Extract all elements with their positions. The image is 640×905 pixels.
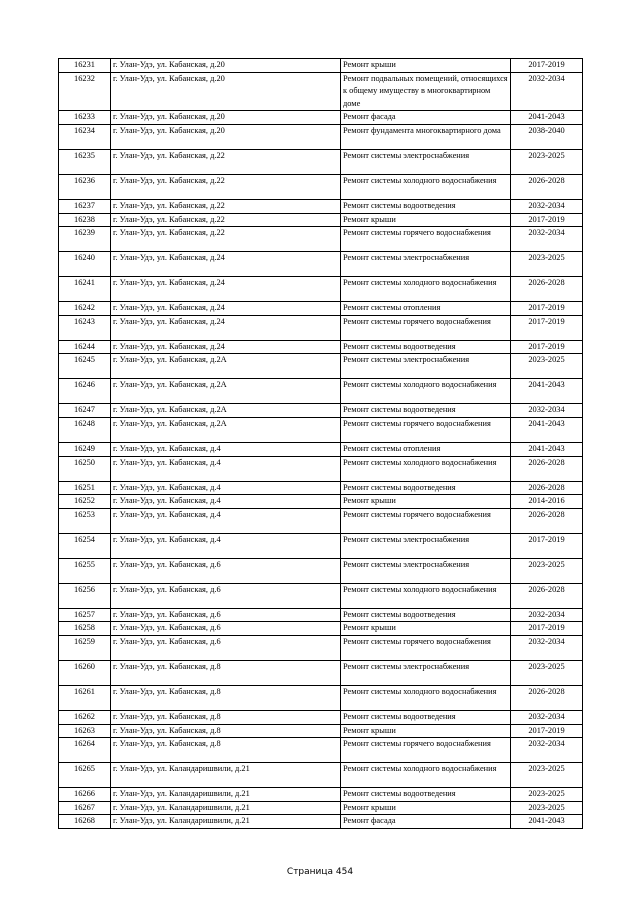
period-cell: 2026-2028 <box>511 508 583 533</box>
row-number: 16252 <box>59 495 111 509</box>
work-type-cell: Ремонт системы холодного водоснабжения <box>341 685 511 710</box>
table-row <box>59 533 583 558</box>
address-cell: г. Улан-Удэ, ул. Кабанская, д.20 <box>111 72 341 111</box>
address-cell: г. Улан-Удэ, ул. Кабанская, д.24 <box>111 252 341 277</box>
period-cell: 2017-2019 <box>511 59 583 73</box>
work-type-cell: Ремонт системы электроснабжения <box>341 149 511 174</box>
period-cell: 2032-2034 <box>511 608 583 622</box>
period-cell: 2017-2019 <box>511 302 583 316</box>
address-cell: г. Улан-Удэ, ул. Кабанская, д.8 <box>111 738 341 763</box>
address-cell: г. Улан-Удэ, ул. Кабанская, д.8 <box>111 685 341 710</box>
work-type-cell: Ремонт системы холодного водоснабжения <box>341 277 511 302</box>
address-cell: г. Улан-Удэ, ул. Кабанская, д.8 <box>111 660 341 685</box>
row-number: 16265 <box>59 763 111 788</box>
address-cell: г. Улан-Удэ, ул. Каландаришвили, д.21 <box>111 788 341 802</box>
table-row <box>59 417 583 442</box>
period-cell: 2023-2025 <box>511 763 583 788</box>
period-cell: 2038-2040 <box>511 124 583 149</box>
work-type-cell: Ремонт фасада <box>341 815 511 829</box>
period-cell: 2023-2025 <box>511 149 583 174</box>
address-cell: г. Улан-Удэ, ул. Кабанская, д.8 <box>111 724 341 738</box>
row-number: 16264 <box>59 738 111 763</box>
period-cell: 2041-2043 <box>511 417 583 442</box>
table-row <box>59 59 583 73</box>
row-number: 16249 <box>59 442 111 456</box>
table-row <box>59 213 583 227</box>
address-cell: г. Улан-Удэ, ул. Кабанская, д.2А <box>111 379 341 404</box>
row-number: 16253 <box>59 508 111 533</box>
table-row <box>59 738 583 763</box>
row-number: 16232 <box>59 72 111 111</box>
work-type-cell: Ремонт крыши <box>341 213 511 227</box>
table-row <box>59 340 583 354</box>
period-cell: 2041-2043 <box>511 815 583 829</box>
period-cell: 2014-2016 <box>511 495 583 509</box>
row-number: 16247 <box>59 404 111 418</box>
table-body <box>59 59 583 829</box>
work-type-cell: Ремонт системы горячего водоснабжения <box>341 508 511 533</box>
period-cell: 2026-2028 <box>511 481 583 495</box>
row-number: 16244 <box>59 340 111 354</box>
period-cell: 2023-2025 <box>511 788 583 802</box>
row-number: 16237 <box>59 199 111 213</box>
table-row <box>59 252 583 277</box>
period-cell: 2017-2019 <box>511 622 583 636</box>
address-cell: г. Улан-Удэ, ул. Кабанская, д.6 <box>111 635 341 660</box>
work-type-cell: Ремонт системы горячего водоснабжения <box>341 635 511 660</box>
work-type-cell: Ремонт системы водоотведения <box>341 404 511 418</box>
work-type-cell: Ремонт крыши <box>341 622 511 636</box>
row-number: 16260 <box>59 660 111 685</box>
table-row <box>59 710 583 724</box>
row-number: 16235 <box>59 149 111 174</box>
address-cell: г. Улан-Удэ, ул. Кабанская, д.22 <box>111 213 341 227</box>
table-row <box>59 149 583 174</box>
period-cell: 2026-2028 <box>511 583 583 608</box>
table-row <box>59 495 583 509</box>
work-type-cell: Ремонт системы водоотведения <box>341 710 511 724</box>
table-row <box>59 379 583 404</box>
period-cell: 2017-2019 <box>511 340 583 354</box>
address-cell: г. Улан-Удэ, ул. Каландаришвили, д.21 <box>111 763 341 788</box>
table-row <box>59 456 583 481</box>
address-cell: г. Улан-Удэ, ул. Кабанская, д.8 <box>111 710 341 724</box>
period-cell: 2032-2034 <box>511 72 583 111</box>
row-number: 16239 <box>59 227 111 252</box>
work-type-cell: Ремонт системы водоотведения <box>341 199 511 213</box>
work-type-cell: Ремонт системы водоотведения <box>341 608 511 622</box>
work-type-cell: Ремонт системы холодного водоснабжения <box>341 456 511 481</box>
table-row <box>59 508 583 533</box>
address-cell: г. Улан-Удэ, ул. Кабанская, д.4 <box>111 533 341 558</box>
work-type-cell: Ремонт крыши <box>341 59 511 73</box>
table-row <box>59 788 583 802</box>
table-row <box>59 442 583 456</box>
table-row <box>59 315 583 340</box>
address-cell: г. Улан-Удэ, ул. Кабанская, д.4 <box>111 508 341 533</box>
row-number: 16250 <box>59 456 111 481</box>
table-row <box>59 558 583 583</box>
table-row <box>59 481 583 495</box>
period-cell: 2026-2028 <box>511 174 583 199</box>
address-cell: г. Улан-Удэ, ул. Кабанская, д.6 <box>111 608 341 622</box>
row-number: 16234 <box>59 124 111 149</box>
period-cell: 2023-2025 <box>511 252 583 277</box>
row-number: 16268 <box>59 815 111 829</box>
address-cell: г. Улан-Удэ, ул. Кабанская, д.24 <box>111 302 341 316</box>
address-cell: г. Улан-Удэ, ул. Каландаришвили, д.21 <box>111 801 341 815</box>
period-cell: 2032-2034 <box>511 404 583 418</box>
row-number: 16242 <box>59 302 111 316</box>
period-cell: 2023-2025 <box>511 558 583 583</box>
row-number: 16266 <box>59 788 111 802</box>
table-row <box>59 660 583 685</box>
row-number: 16233 <box>59 111 111 125</box>
address-cell: г. Улан-Удэ, ул. Кабанская, д.24 <box>111 340 341 354</box>
address-cell: г. Улан-Удэ, ул. Кабанская, д.20 <box>111 59 341 73</box>
period-cell: 2032-2034 <box>511 199 583 213</box>
work-type-cell: Ремонт системы горячего водоснабжения <box>341 315 511 340</box>
address-cell: г. Улан-Удэ, ул. Кабанская, д.22 <box>111 199 341 213</box>
row-number: 16231 <box>59 59 111 73</box>
row-number: 16254 <box>59 533 111 558</box>
row-number: 16248 <box>59 417 111 442</box>
table-row <box>59 685 583 710</box>
address-cell: г. Улан-Удэ, ул. Кабанская, д.4 <box>111 456 341 481</box>
period-cell: 2026-2028 <box>511 277 583 302</box>
table-row <box>59 583 583 608</box>
table-row <box>59 302 583 316</box>
period-cell: 2041-2043 <box>511 379 583 404</box>
row-number: 16257 <box>59 608 111 622</box>
row-number: 16245 <box>59 354 111 379</box>
work-type-cell: Ремонт крыши <box>341 724 511 738</box>
work-type-cell: Ремонт системы отопления <box>341 302 511 316</box>
period-cell: 2032-2034 <box>511 227 583 252</box>
table-row <box>59 763 583 788</box>
row-number: 16251 <box>59 481 111 495</box>
address-cell: г. Улан-Удэ, ул. Кабанская, д.4 <box>111 481 341 495</box>
address-cell: г. Улан-Удэ, ул. Кабанская, д.20 <box>111 124 341 149</box>
row-number: 16243 <box>59 315 111 340</box>
address-cell: г. Улан-Удэ, ул. Кабанская, д.24 <box>111 277 341 302</box>
address-cell: г. Улан-Удэ, ул. Кабанская, д.2А <box>111 404 341 418</box>
work-type-cell: Ремонт системы холодного водоснабжения <box>341 174 511 199</box>
period-cell: 2017-2019 <box>511 315 583 340</box>
work-type-cell: Ремонт системы горячего водоснабжения <box>341 417 511 442</box>
period-cell: 2026-2028 <box>511 685 583 710</box>
table-row <box>59 635 583 660</box>
row-number: 16256 <box>59 583 111 608</box>
table-row <box>59 404 583 418</box>
work-type-cell: Ремонт системы холодного водоснабжения <box>341 763 511 788</box>
work-type-cell: Ремонт системы отопления <box>341 442 511 456</box>
work-type-cell: Ремонт системы горячего водоснабжения <box>341 738 511 763</box>
table-row <box>59 199 583 213</box>
work-type-cell: Ремонт подвальных помещений, относящихся к общему имуществу в многоквартирном доме <box>341 72 511 111</box>
work-type-cell: Ремонт системы электроснабжения <box>341 660 511 685</box>
address-cell: г. Улан-Удэ, ул. Кабанская, д.22 <box>111 174 341 199</box>
address-cell: г. Улан-Удэ, ул. Кабанская, д.6 <box>111 583 341 608</box>
period-cell: 2041-2043 <box>511 442 583 456</box>
address-cell: г. Улан-Удэ, ул. Кабанская, д.6 <box>111 558 341 583</box>
work-type-cell: Ремонт фасада <box>341 111 511 125</box>
row-number: 16240 <box>59 252 111 277</box>
page-number: Страница 454 <box>286 867 354 877</box>
period-cell: 2032-2034 <box>511 710 583 724</box>
table-row <box>59 227 583 252</box>
table-row <box>59 815 583 829</box>
table-row <box>59 72 583 111</box>
row-number: 16259 <box>59 635 111 660</box>
works-table <box>58 58 583 829</box>
row-number: 16246 <box>59 379 111 404</box>
address-cell: г. Улан-Удэ, ул. Кабанская, д.6 <box>111 622 341 636</box>
row-number: 16263 <box>59 724 111 738</box>
work-type-cell: Ремонт системы электроснабжения <box>341 252 511 277</box>
table-row <box>59 124 583 149</box>
period-cell: 2026-2028 <box>511 456 583 481</box>
work-type-cell: Ремонт системы холодного водоснабжения <box>341 379 511 404</box>
work-type-cell: Ремонт системы электроснабжения <box>341 533 511 558</box>
period-cell: 2023-2025 <box>511 801 583 815</box>
address-cell: г. Улан-Удэ, ул. Кабанская, д.22 <box>111 227 341 252</box>
work-type-cell: Ремонт системы холодного водоснабжения <box>341 583 511 608</box>
address-cell: г. Улан-Удэ, ул. Кабанская, д.20 <box>111 111 341 125</box>
table-row <box>59 801 583 815</box>
table-row <box>59 622 583 636</box>
work-type-cell: Ремонт системы водоотведения <box>341 788 511 802</box>
address-cell: г. Улан-Удэ, ул. Кабанская, д.24 <box>111 315 341 340</box>
row-number: 16238 <box>59 213 111 227</box>
row-number: 16262 <box>59 710 111 724</box>
table-row <box>59 277 583 302</box>
table-row <box>59 608 583 622</box>
work-type-cell: Ремонт крыши <box>341 801 511 815</box>
period-cell: 2017-2019 <box>511 724 583 738</box>
work-type-cell: Ремонт системы электроснабжения <box>341 558 511 583</box>
address-cell: г. Улан-Удэ, ул. Кабанская, д.2А <box>111 354 341 379</box>
address-cell: г. Улан-Удэ, ул. Кабанская, д.4 <box>111 442 341 456</box>
row-number: 16255 <box>59 558 111 583</box>
table-row <box>59 111 583 125</box>
work-type-cell: Ремонт системы горячего водоснабжения <box>341 227 511 252</box>
table-row <box>59 174 583 199</box>
work-type-cell: Ремонт системы водоотведения <box>341 340 511 354</box>
address-cell: г. Улан-Удэ, ул. Кабанская, д.22 <box>111 149 341 174</box>
table-row <box>59 724 583 738</box>
period-cell: 2017-2019 <box>511 213 583 227</box>
address-cell: г. Улан-Удэ, ул. Каландаришвили, д.21 <box>111 815 341 829</box>
row-number: 16258 <box>59 622 111 636</box>
row-number: 16241 <box>59 277 111 302</box>
work-type-cell: Ремонт фундамента многоквартирного дома <box>341 124 511 149</box>
work-type-cell: Ремонт системы водоотведения <box>341 481 511 495</box>
address-cell: г. Улан-Удэ, ул. Кабанская, д.2А <box>111 417 341 442</box>
address-cell: г. Улан-Удэ, ул. Кабанская, д.4 <box>111 495 341 509</box>
row-number: 16261 <box>59 685 111 710</box>
work-type-cell: Ремонт крыши <box>341 495 511 509</box>
row-number: 16267 <box>59 801 111 815</box>
period-cell: 2041-2043 <box>511 111 583 125</box>
work-type-cell: Ремонт системы электроснабжения <box>341 354 511 379</box>
period-cell: 2032-2034 <box>511 738 583 763</box>
period-cell: 2023-2025 <box>511 660 583 685</box>
period-cell: 2017-2019 <box>511 533 583 558</box>
period-cell: 2023-2025 <box>511 354 583 379</box>
period-cell: 2032-2034 <box>511 635 583 660</box>
row-number: 16236 <box>59 174 111 199</box>
table-row <box>59 354 583 379</box>
